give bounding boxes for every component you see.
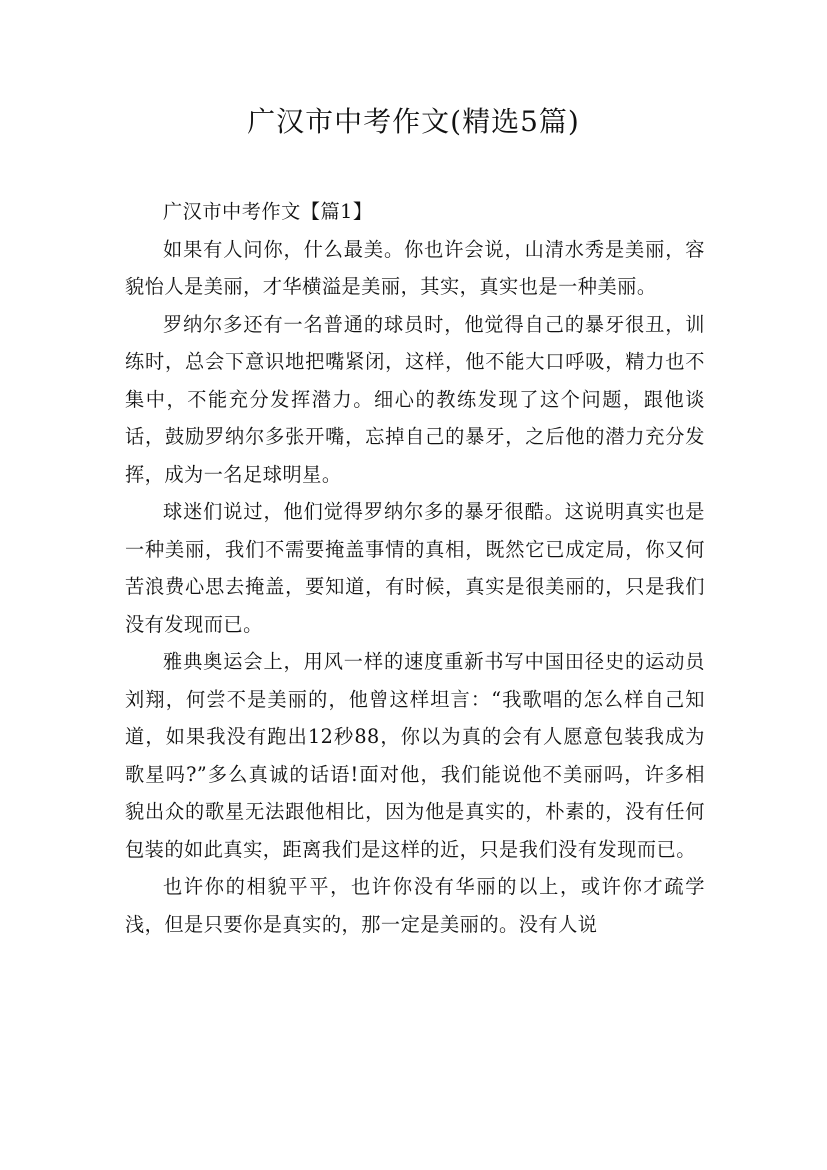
paragraph-3: 球迷们说过，他们觉得罗纳尔多的暴牙很酷。这说明真实也是一种美丽，我们不需要掩盖事情的真相，既然它已成定局，你又何苦浪费心思去掩盖，要知道，有时候，真实是很美丽的，只是我们没有发现而已。: [125, 500, 705, 636]
paragraph-4: 雅典奥运会上，用风一样的速度重新书写中国田径史的运动员刘翔，何尝不是美丽的，他曾这样坦言：“我歌唱的怎么样自己知道，如果我没有跑出12秒88，你以为真的会有人愿意包装我成为歌星吗?”多么真诚的话语!面对他，我们能说他不美丽吗，许多相貌出众的歌星无法跟他相比，因为他是真实的，朴素的，没有任何包装的如此真实，距离我们是这样的近，只是我们没有发现而已。: [125, 650, 705, 861]
document-title: 广汉市中考作文(精选5篇): [247, 105, 580, 138]
paragraph-5: 也许你的相貌平平，也许你没有华丽的以上，或许你才疏学浅，但是只要你是真实的，那一定是美丽的。没有人说: [125, 875, 705, 936]
paragraph-2: 罗纳尔多还有一名普通的球员时，他觉得自己的暴牙很丑，训练时，总会下意识地把嘴紧闭，这样，他不能大口呼吸，精力也不集中，不能充分发挥潜力。细心的教练发现了这个问题，跟他谈话，鼓励罗纳尔多张开嘴，忘掉自己的暴牙，之后他的潜力充分发挥，成为一名足球明星。: [125, 312, 705, 486]
paragraph-1: 如果有人问你，什么最美。你也许会说，山清水秀是美丽，容貌怡人是美丽，才华横溢是美丽，其实，真实也是一种美丽。: [125, 237, 705, 298]
document-body: [125, 193, 705, 943]
section-heading: 广汉市中考作文【篇1】: [163, 200, 373, 223]
